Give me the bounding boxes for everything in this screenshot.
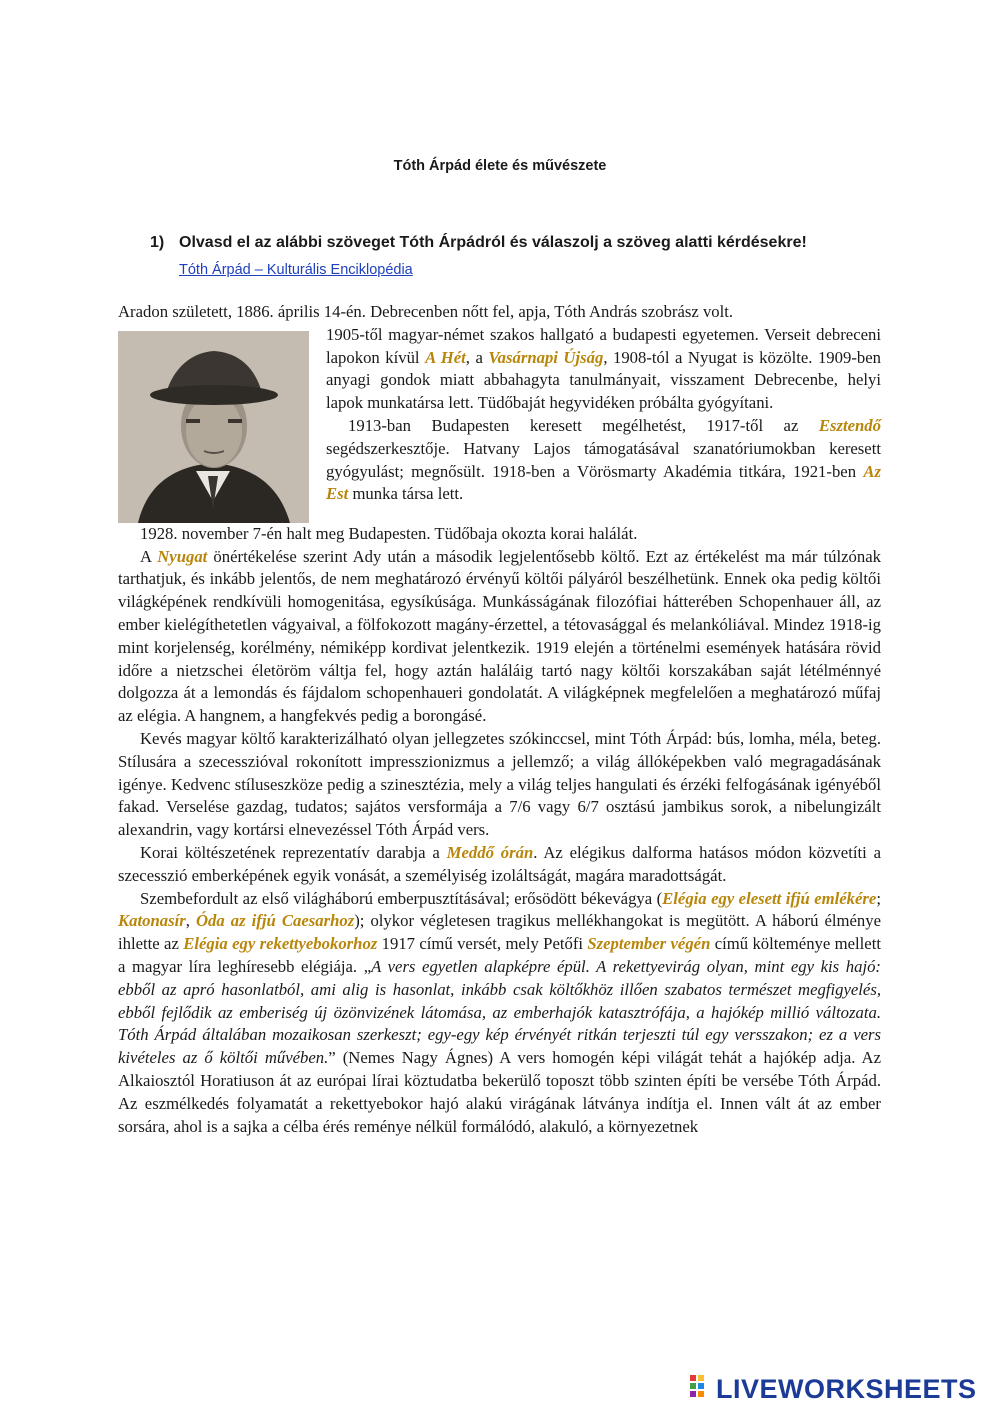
highlight-esztendo: Esztendő <box>818 415 881 435</box>
portrait-photo <box>118 331 309 523</box>
article-body <box>118 301 881 1138</box>
liveworksheets-logo <box>690 1374 977 1406</box>
highlight-vasarnapi-ujsag: Vasárnapi Újság <box>488 347 604 367</box>
paragraph-intro-line: Aradon született, 1886. április 14-én. Debrecenben nőtt fel, apja, Tóth András szobrász volt. <box>118 302 734 321</box>
nemes-nagy-quote: A vers egyetlen alapképre épül. A rekettyevirág olyan, mint egy kis hajó: ebből az apró hasonlatból, ami alig is hasonlat, inkább csak költőkhöz illően szabatos természet megfigyelés, ebből fejlődik az emberiség új özönvizének látomása, az emberhajók katasztrófája, a hajókép millió változata. Tóth Árpád általában mozaikosan szerkeszt; egy-egy kép érvényét ritkán terjeszti túl egy versszakon; ez a vers kivételes az ő költői művében. <box>118 956 881 1068</box>
encyclopedia-link[interactable]: Tóth Árpád – Kulturális Enciklopédia <box>179 262 413 278</box>
highlight-katonasir: Katonasír <box>118 911 186 931</box>
highlight-az-est: Az Est <box>326 461 881 504</box>
highlight-szeptember-vegen: Szeptember végén <box>587 934 711 954</box>
paragraph-3: 1928. november 7-én halt meg Budapesten. Tüdőbaja okozta korai halálát. <box>140 523 638 543</box>
paragraph-1: 1905-től magyar-német szakos hallgató a budapesti egyetemen. Verseit debreceni lapokon kívül A Hét, a Vasárnapi Újság, 1908-tól a Nyugat is közölte. 1909-ben anyagi gondok miatt abbahagyta tanulmányait, visszament Debrecenbe, helyi lapok munkatársa lett. Tüdőbaját hegyvidéken próbálta gyógyítani. <box>326 324 881 413</box>
liveworksheets-logo-text: LIVEWORKSHEETS <box>716 1374 977 1404</box>
paragraph-4: A Nyugat önértékelése szerint Ady után a második legjelentősebb költő. Ezt az értékelést ma már túlzónak tarthatjuk, és inkább jelentős, de nem meghatározó érvényű költői pályáról beszélhetünk. Ennek oka pedig költői világképének rendkívüli homogenitása, egysíkúsága. Munkásságának filozófiai hátterében Schopenhauer áll, az ember kielégíthetetlen vágyaival, a fölfokozott magány-érzettel, a tétovasággal és melankóliával. Mindez 1918-ig mint korjelenség, korélmény, némiképp kordivat jelentkezik. 1919 elején a történelmi események hatására rövid időre a nietzschei életöröm váltja fel, hogy aztán haláláig tartó nagy költői korszakában saját létélménnyé dolgozza át a lemondás és fájdalom schopenhaueri gondolatát. A világképnek megfelelően a meghatározó műfaj az elégia. A hangnem, a hangfekvés pedig a borongásé. <box>118 546 881 726</box>
task-instruction <box>150 234 807 252</box>
task-number: 1) <box>150 234 165 251</box>
paragraph-6: Korai költészetének reprezentatív darabja a Meddő órán. Az elégikus dalforma hatásos módon közvetíti a szecesszió emberképének egyik vonását, a személyiség izoláltságát, magára maradottságát. <box>118 842 881 885</box>
highlight-a-het: A Hét <box>425 347 466 367</box>
highlight-elegia-elesett: Elégia egy elesett ifjú emlékére <box>662 888 877 908</box>
task-text: Olvasd el az alábbi szöveget Tóth Árpádról és válaszolj a szöveg alatti kérdésekre! <box>179 234 807 251</box>
highlight-nyugat: Nyugat <box>157 546 208 566</box>
portrait-illustration <box>118 331 309 523</box>
paragraph-5: Kevés magyar költő karakterizálható olyan jellegzetes szókinccsel, mint Tóth Árpád: bús, lomha, méla, beteg. Stílusára a szecesszióval rokonított impresszionizmus a jellemző; a világ állóképekben való megragadásának igénye. Kedvenc stíluseszköze pedig a szinesztézia, mely a világ teljes hangulati és érzéki felfogásának igényéből fakad. Verselése gazdag, tudatos; sajátos versformája a 7/6 vagy 6/7 osztású jambikus sorok, a nibelungizált alexandrin, vagy kortársi elnevezéssel Tóth Árpád vers. <box>118 728 881 840</box>
highlight-elegia-rekettye: Elégia egy rekettyebokorhoz <box>183 934 378 954</box>
page-title: Tóth Árpád élete és művészete <box>393 158 607 174</box>
paragraph-2: 1913-ban Budapesten keresett megélhetést, 1917-től az Esztendő segédszerkesztője. Hatvany Lajos támogatásával szanatóriumokban keresett gyógyulást; megnősült. 1918-ben a Vörösmarty Akadémia titkára, 1921-ben Az Est munka társa lett. <box>326 415 881 504</box>
highlight-meddo-oran: Meddő órán <box>446 842 534 862</box>
highlight-oda: Óda az ifjú Caesarhoz <box>195 911 355 931</box>
liveworksheets-mark-icon <box>690 1375 712 1406</box>
paragraph-7: Szembefordult az első világháború emberpusztításával; erősödött békevágya (Elégia egy elesett ifjú emlékére; Katonasír, Óda az ifjú Caesarhoz); olykor végletesen tragikus mellékhangokat is megütött. A háború élménye ihlette az Elégia egy rekettyebokorhoz 1917 című versét, mely Petőfi Szeptember végén című költeménye mellett a magyar líra leghíresebb elégiája. „A vers egyetlen alapképre épül. A rekettyevirág olyan, mint egy kis hajó: ebből az apró hasonlatból, ami alig is hasonlat, inkább csak költőkhöz illően szabatos természet megfigyelés, ebből fejlődik az emberiség új özönvizének látomása, az emberhajók katasztrófája, a hajókép millió változata. Tóth Árpád általában mozaikosan szerkeszt; egy-egy kép érvényét ritkán terjeszti túl egy versszakon; ez a vers kivételes az ő költői művében.” (Nemes Nagy Ágnes) A vers homogén képi világát tehát a hajókép adja. Az Alkaiosztól Horatiuson át az európai lírai köztudatba bekerülő toposzt több szinten építi be versébe Tóth Árpád. Az eszmélkedés folyamatát a rekettyebokor hajó alakú virágának látványa indítja el. Innen vált át az ember sorsára, ahol is a sajka a célba érés reménye nélkül formálódó, alakuló, a környezetnek <box>118 888 881 1136</box>
